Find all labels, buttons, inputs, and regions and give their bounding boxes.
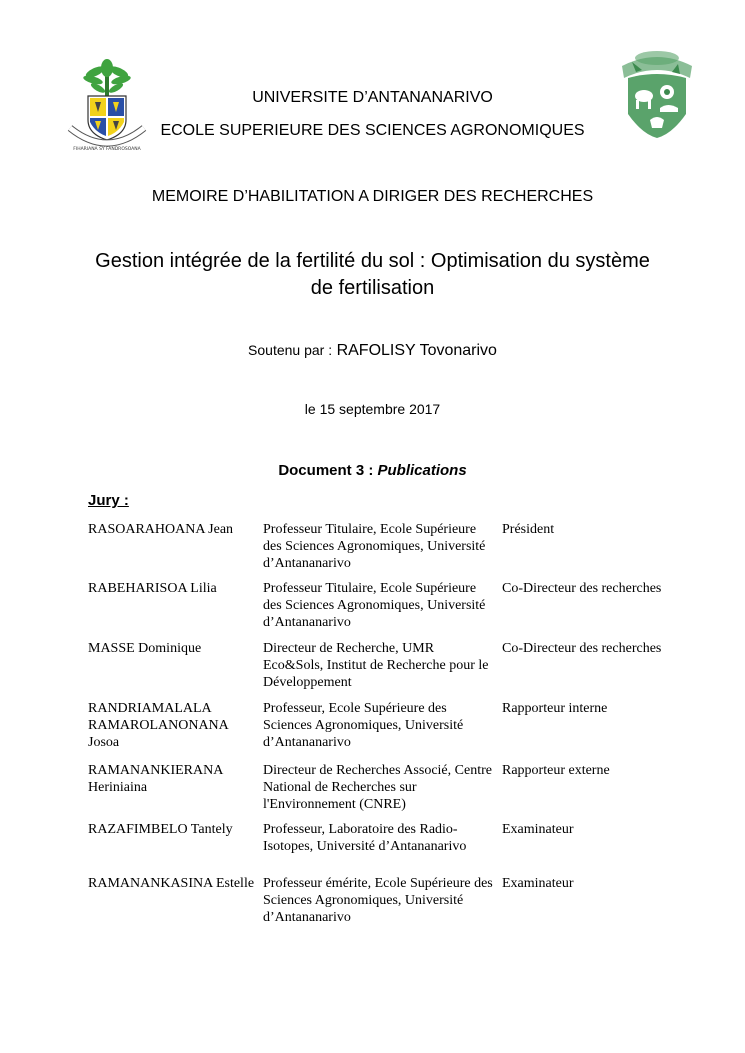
motto-text: FIHARIANA SY FANDROSOANA <box>73 147 141 152</box>
jury-member-name: RAMANANKASINA Estelle <box>88 876 255 891</box>
jury-member-name: RAMANANKIERANA Heriniaina <box>88 763 223 795</box>
school-name: ECOLE SUPERIEURE DES SCIENCES AGRONOMIQUES <box>160 122 585 139</box>
jury-member-name: MASSE Dominique <box>88 641 202 656</box>
jury-member-affiliation: Professeur, Ecole Supérieure des Sciences Agronomiques, Université d’Antananarivo <box>263 701 464 750</box>
jury-member-role: Président <box>502 522 555 537</box>
jury-member-affiliation: Professeur émérite, Ecole Supérieure des Sciences Agronomiques, Université d’Antananarivo <box>263 876 493 925</box>
defense-date: le 15 septembre 2017 <box>304 401 441 417</box>
jury-member-role: Examinateur <box>502 822 574 837</box>
author-name: RAFOLISY Tovonarivo <box>336 342 497 359</box>
jury-member-affiliation: Directeur de Recherches Associé, Centre National de Recherches sur l'Environnement (CNRE) <box>263 763 492 812</box>
soutenu-label: Soutenu par : <box>248 342 333 358</box>
document-heading <box>0 462 745 479</box>
thesis-title-line-2: de fertilisation <box>310 277 435 299</box>
university-crest-icon <box>62 58 152 158</box>
jury-member-affiliation: Directeur de Recherche, UMR Eco&Sols, Institut de Recherche pour le Développement <box>263 641 489 690</box>
jury-member-role: Examinateur <box>502 876 574 891</box>
jury-member-role: Co-Directeur des recherches <box>502 641 662 656</box>
thesis-title-line-1: Gestion intégrée de la fertilité du sol : Optimisation du système <box>95 250 650 272</box>
jury-member-role: Rapporteur interne <box>502 701 608 716</box>
jury-member-name: RABEHARISOA Lilia <box>88 581 217 596</box>
memoire-type: MEMOIRE D’HABILITATION A DIRIGER DES RECHERCHES <box>151 188 594 205</box>
document-name: Publications <box>377 462 467 479</box>
document-label: Document 3 : <box>278 462 374 479</box>
jury-member-role: Rapporteur externe <box>502 763 610 778</box>
jury-heading: Jury : <box>88 492 129 509</box>
defended-by <box>0 342 745 360</box>
jury-member-name: RANDRIAMALALA RAMAROLANONANA Josoa <box>88 701 229 750</box>
jury-member-affiliation: Professeur Titulaire, Ecole Supérieure des Sciences Agronomiques, Université d’Antananarivo <box>263 581 486 630</box>
university-name: UNIVERSITE D’ANTANANARIVO <box>252 89 493 106</box>
jury-member-affiliation: Professeur Titulaire, Ecole Supérieure des Sciences Agronomiques, Université d’Antananarivo <box>263 522 486 571</box>
jury-member-role: Co-Directeur des recherches <box>502 581 662 596</box>
jury-member-affiliation: Professeur, Laboratoire des Radio-Isotopes, Université d’Antananarivo <box>263 822 467 854</box>
jury-member-name: RAZAFIMBELO Tantely <box>88 822 233 837</box>
jury-member-name: RASOARAHOANA Jean <box>88 522 234 537</box>
